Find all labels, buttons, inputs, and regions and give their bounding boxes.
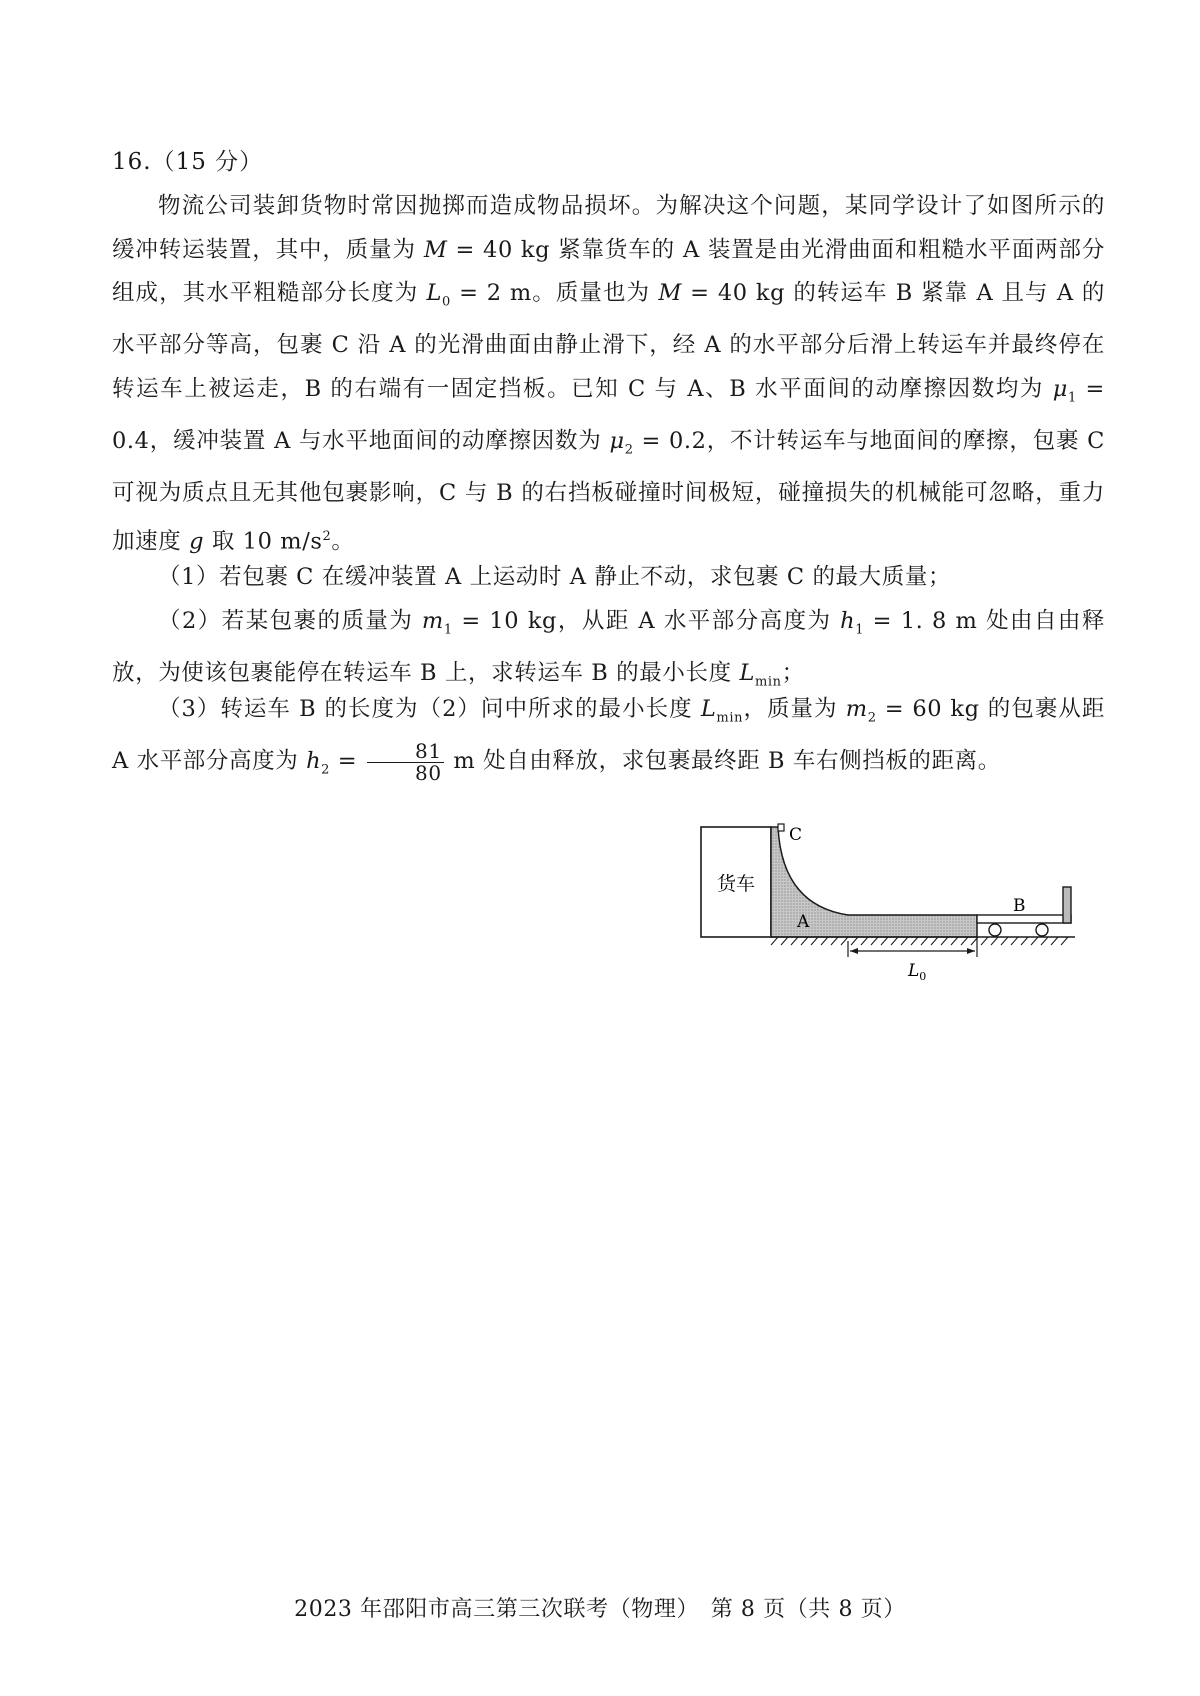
question-number: 16.（15 分） — [112, 149, 264, 175]
package-c — [778, 824, 784, 831]
cart-b-wheel-left — [989, 924, 1001, 936]
label-a: A — [797, 912, 810, 932]
label-c: C — [789, 825, 803, 845]
ground-hatching — [771, 937, 1068, 945]
fraction-81-80: $\frac{81}{80}$ — [367, 741, 444, 784]
dimension-arrow-left — [850, 948, 858, 954]
label-l0: $L_0$ — [908, 961, 927, 980]
sub-question-1: （1）若包裹 C 在缓冲装置 A 上运动时 A 静止不动，求包裹 C 的最大质量； — [158, 564, 952, 590]
dimension-arrow-right — [967, 948, 975, 954]
page-footer: 2023 年邵阳市高三第三次联考（物理） 第 8 页（共 8 页） — [294, 1597, 906, 1622]
apparatus-diagram — [700, 810, 1100, 980]
cart-b-wheel-right — [1036, 924, 1048, 936]
problem-statement: 物流公司装卸货物时常因抛掷而造成物品损坏。为解决这个问题，某同学设计了如图所示的缓冲转运装置，其中，质量为 M = 40 kg 紧靠货车的 A 装置是由光滑曲面和粗糙水平面两部分组成，其水平粗糙部分长度为 $L_0 = 2$ m。质量也为 M = 40 kg 的转运车 B 紧靠 A 且与 A 的水平部分等高，包裹 C 沿 A 的光滑曲面由静止滑下，经 A 的水平部分后滑上转运车并最终停在转运车上被运走，B 的右端有一固定挡板。已知 C 与 A、B 水平面间的动摩擦因数均为 $\mu_1 = 0.4$，缓冲装置 A 与水平地面间的动摩擦因数为 $\mu_2 = 0.2$，不计转运车与地面间的摩擦，包裹 C 可视为质点且无其他包裹影响，C 与 B 的右挡板碰撞时间极短，碰撞损失的机械能可忽略，重力加速度 g 取 10 $m/s^2$。 — [112, 193, 1105, 555]
label-b: B — [1013, 896, 1026, 916]
sub-question-3: （3）转运车 B 的长度为（2）问中所求的最小长度 $L_{min}$，质量为 $m_2 = 60$ kg 的包裹从距 A 水平部分高度为 $h_2$ = $\frac{81}{80}$ m 处自由释放，求包裹最终距 B 车右侧挡板的距离。 — [112, 696, 1106, 785]
cart-b-stopper — [1063, 887, 1071, 923]
cart-b-deck — [977, 915, 1071, 923]
sub-question-2: （2）若某包裹的质量为 $m_1 = 10$ kg，从距 A 水平部分高度为 $h_1 = 1$. 8 m 处由自由释放，为使该包裹能停在转运车 B 上，求转运车 B 的最小长度 $L_{min}$； — [112, 608, 1105, 690]
truck-label: 货车 — [716, 873, 756, 895]
